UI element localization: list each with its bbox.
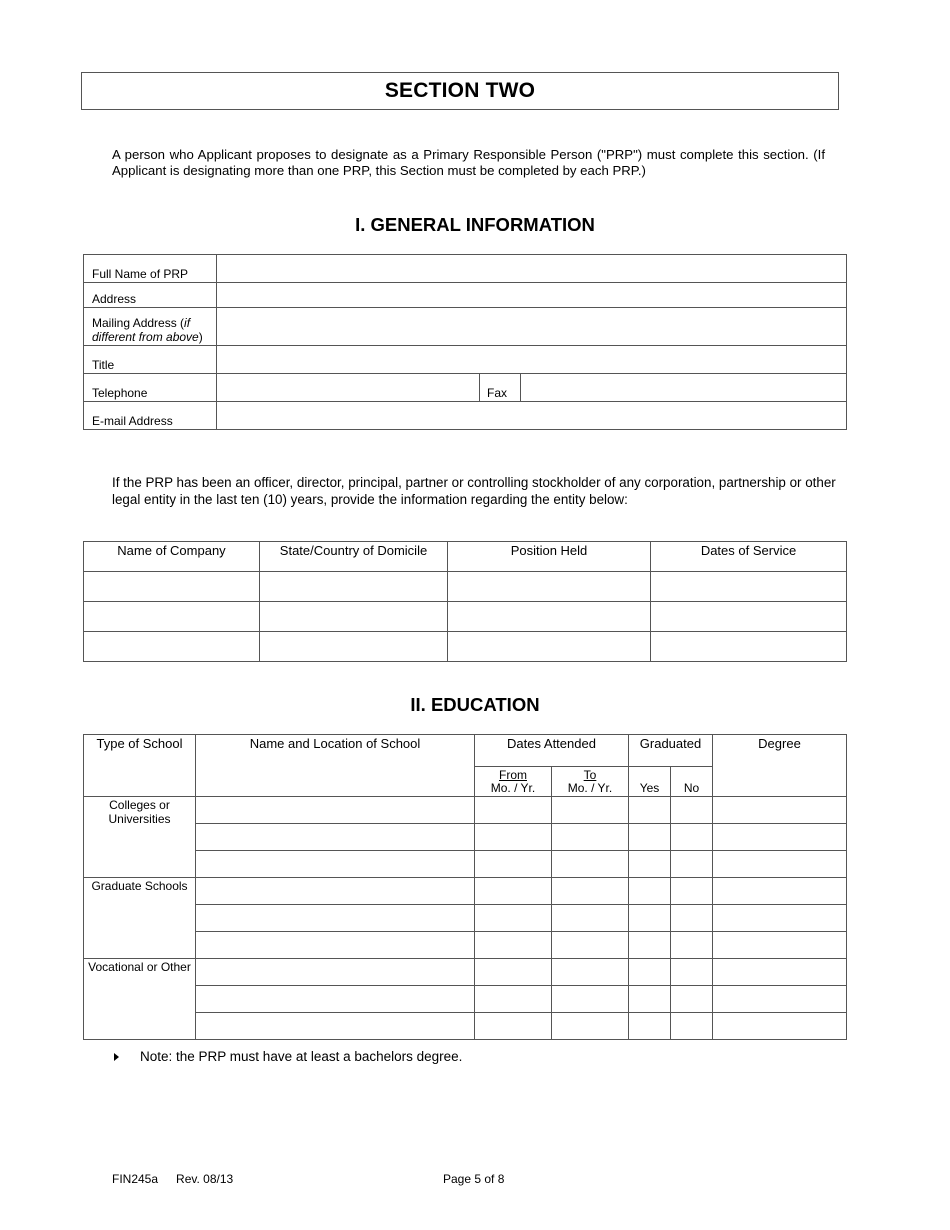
table-cell[interactable] [260,632,448,662]
table-cell[interactable] [552,851,629,878]
table-row [84,851,847,878]
education-heading: II. EDUCATION [410,694,540,715]
table-cell[interactable] [475,905,552,932]
table-cell[interactable] [552,1013,629,1040]
table-cell[interactable] [629,824,671,851]
intro-paragraph: A person who Applicant proposes to designate as a Primary Responsible Person ("PRP") must complete this section. (If Applicant is designating more than one PRP, this Section must be completed by each PRP.) [112,147,825,178]
table-cell[interactable] [671,824,713,851]
table-row [84,878,847,905]
table-cell[interactable] [629,797,671,824]
table-row [84,572,847,602]
title-field[interactable] [217,346,847,374]
type-colleges: Colleges or Universities [84,797,196,878]
table-cell[interactable] [196,959,475,986]
general-information-table [83,254,847,430]
mailing-address-label: Mailing Address (if different from above) [84,308,217,346]
col-name-of-company: Name of Company [84,542,260,572]
entity-paragraph: If the PRP has been an officer, director, principal, partner or controlling stockholder of any corporation, partnership or other legal entity in the last ten (10) years, provide the information regarding the entity below: [112,475,836,507]
footer-page-number: Page 5 of 8 [443,1172,505,1186]
table-cell[interactable] [196,986,475,1013]
table-cell[interactable] [196,797,475,824]
table-cell[interactable] [629,1013,671,1040]
col-dates-of-service: Dates of Service [651,542,847,572]
table-cell[interactable] [552,905,629,932]
table-cell[interactable] [196,1013,475,1040]
table-cell[interactable] [260,602,448,632]
table-cell[interactable] [651,602,847,632]
col-to: To Mo. / Yr. [552,767,629,797]
table-cell[interactable] [475,959,552,986]
note [114,1049,462,1064]
col-dates-attended: Dates Attended [475,735,629,767]
table-cell[interactable] [671,959,713,986]
table-cell[interactable] [196,878,475,905]
footer-revision: Rev. 08/13 [176,1172,234,1186]
table-cell[interactable] [713,1013,847,1040]
mailing-address-field[interactable] [217,308,847,346]
table-cell[interactable] [196,905,475,932]
table-cell[interactable] [671,932,713,959]
table-cell[interactable] [671,1013,713,1040]
table-cell[interactable] [671,797,713,824]
table-cell[interactable] [629,932,671,959]
col-name-location: Name and Location of School [196,735,475,797]
table-cell[interactable] [671,905,713,932]
email-label: E-mail Address [84,402,217,430]
table-cell[interactable] [196,932,475,959]
table-row [84,602,847,632]
table-cell[interactable] [629,878,671,905]
table-cell[interactable] [713,824,847,851]
col-type-of-school: Type of School [84,735,196,797]
table-cell[interactable] [475,851,552,878]
full-name-field[interactable] [217,255,847,283]
table-cell[interactable] [671,986,713,1013]
table-cell[interactable] [84,572,260,602]
table-cell[interactable] [475,986,552,1013]
col-from: From Mo. / Yr. [475,767,552,797]
table-row [84,632,847,662]
title-label: Title [84,346,217,374]
col-state-country: State/Country of Domicile [260,542,448,572]
table-cell[interactable] [552,797,629,824]
table-cell[interactable] [552,824,629,851]
table-cell[interactable] [713,986,847,1013]
address-label: Address [84,283,217,308]
table-cell[interactable] [448,632,651,662]
table-cell[interactable] [651,632,847,662]
table-row [84,959,847,986]
table-cell[interactable] [475,797,552,824]
table-cell[interactable] [84,632,260,662]
table-cell[interactable] [552,959,629,986]
fax-field[interactable] [521,374,847,402]
col-position-held: Position Held [448,542,651,572]
bullet-arrow-icon [114,1053,119,1061]
type-vocational: Vocational or Other [84,959,196,1040]
table-cell[interactable] [671,878,713,905]
table-cell[interactable] [552,932,629,959]
table-row [84,986,847,1013]
col-graduated: Graduated [629,735,713,767]
telephone-label: Telephone [84,374,217,402]
col-yes: Yes [629,767,671,797]
table-cell[interactable] [552,986,629,1013]
table-cell[interactable] [713,932,847,959]
table-cell[interactable] [196,851,475,878]
type-graduate: Graduate Schools [84,878,196,959]
table-cell[interactable] [629,905,671,932]
table-cell[interactable] [651,572,847,602]
table-cell[interactable] [84,602,260,632]
table-row [84,1013,847,1040]
table-cell[interactable] [475,878,552,905]
table-cell[interactable] [629,986,671,1013]
table-row [84,932,847,959]
table-cell[interactable] [475,824,552,851]
table-cell[interactable] [552,878,629,905]
table-cell[interactable] [671,851,713,878]
table-cell[interactable] [448,572,651,602]
table-cell[interactable] [196,824,475,851]
telephone-field[interactable] [217,374,480,402]
table-cell[interactable] [713,905,847,932]
col-no: No [671,767,713,797]
table-row [84,824,847,851]
footer-form-number: FIN245a [112,1172,159,1186]
col-degree: Degree [713,735,847,797]
table-cell[interactable] [629,851,671,878]
full-name-label: Full Name of PRP [84,255,217,283]
table-row [84,797,847,824]
email-field[interactable] [217,402,847,430]
table-cell[interactable] [713,878,847,905]
table-cell[interactable] [475,932,552,959]
note-text: Note: the PRP must have at least a bachelors degree. [140,1049,463,1064]
entity-table [83,541,847,662]
section-title: SECTION TWO [81,72,839,110]
table-cell[interactable] [629,959,671,986]
table-row [84,905,847,932]
table-cell[interactable] [713,959,847,986]
table-cell[interactable] [260,572,448,602]
fax-label: Fax [480,374,521,402]
education-table [83,734,847,1040]
table-cell[interactable] [475,1013,552,1040]
table-cell[interactable] [713,797,847,824]
address-field[interactable] [217,283,847,308]
table-cell[interactable] [713,851,847,878]
general-information-heading: I. GENERAL INFORMATION [355,214,595,235]
footer-form-info [112,1172,251,1186]
table-cell[interactable] [448,602,651,632]
